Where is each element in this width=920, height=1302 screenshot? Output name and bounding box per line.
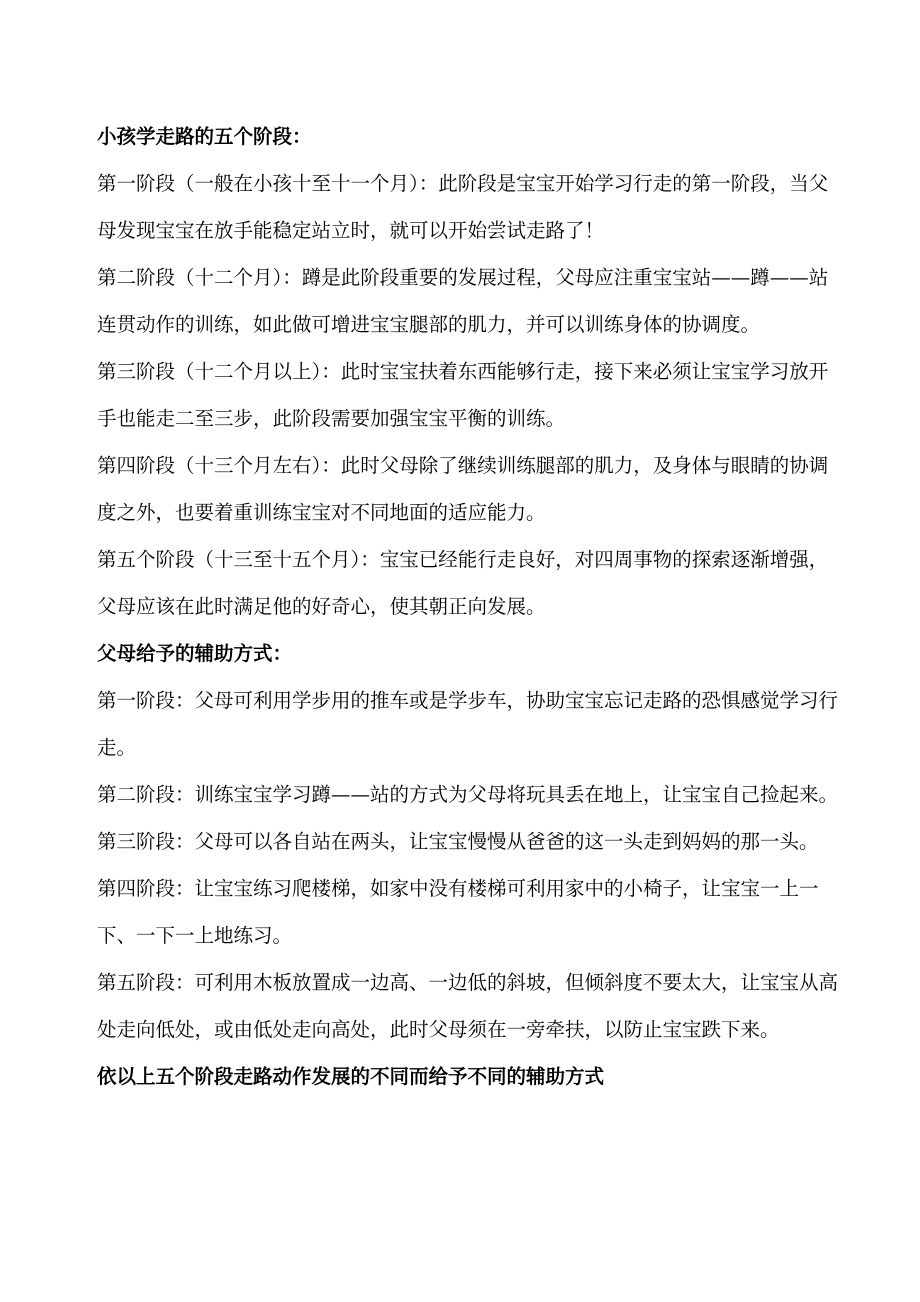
section-heading-stages: 小孩学走路的五个阶段： <box>97 125 312 148</box>
assist-4-paragraph: 第四阶段：让宝宝练习爬楼梯，如家中没有楼梯可利用家中的小椅子，让宝宝一上一下、一下一上地练习。 <box>97 877 819 947</box>
section-heading-assistance: 父母给予的辅助方式： <box>97 642 293 665</box>
assist-5-paragraph: 第五阶段：可利用木板放置成一边高、一边低的斜坡，但倾斜度不要太大，让宝宝从高处走向低处，或由低处走向高处，此时父母须在一旁牵扶，以防止宝宝跌下来。 <box>97 971 839 1041</box>
stage-1-paragraph: 第一阶段（一般在小孩十至十一个月）：此阶段是宝宝开始学习行走的第一阶段，当父母发现宝宝在放手能稳定站立时，就可以开始尝试走路了！ <box>97 172 829 242</box>
stage-3-paragraph: 第三阶段（十二个月以上）：此时宝宝扶着东西能够行走，接下来必须让宝宝学习放开手也能走二至三步，此阶段需要加强宝宝平衡的训练。 <box>97 360 829 430</box>
stage-5-paragraph: 第五个阶段（十三至十五个月）：宝宝已经能行走良好，对四周事物的探索逐渐增强，父母应该在此时满足他的好奇心，使其朝正向发展。 <box>97 548 829 618</box>
assist-2-paragraph: 第二阶段：训练宝宝学习蹲——站的方式为父母将玩具丢在地上，让宝宝自己捡起来。 <box>97 783 839 806</box>
stage-4-paragraph: 第四阶段（十三个月左右）：此时父母除了继续训练腿部的肌力，及身体与眼睛的协调度之外，也要着重训练宝宝对不同地面的适应能力。 <box>97 454 829 524</box>
assist-3-paragraph: 第三阶段：父母可以各自站在两头，让宝宝慢慢从爸爸的这一头走到妈妈的那一头。 <box>97 830 819 853</box>
closing-statement: 依以上五个阶段走路动作发展的不同而给予不同的辅助方式 <box>97 1065 605 1088</box>
document-body <box>97 113 842 1100</box>
assist-1-paragraph: 第一阶段：父母可利用学步用的推车或是学步车，协助宝宝忘记走路的恐惧感觉学习行走。 <box>97 689 839 759</box>
stage-2-paragraph: 第二阶段（十二个月）：蹲是此阶段重要的发展过程，父母应注重宝宝站——蹲——站连贯动作的训练，如此做可增进宝宝腿部的肌力，并可以训练身体的协调度。 <box>97 266 829 336</box>
